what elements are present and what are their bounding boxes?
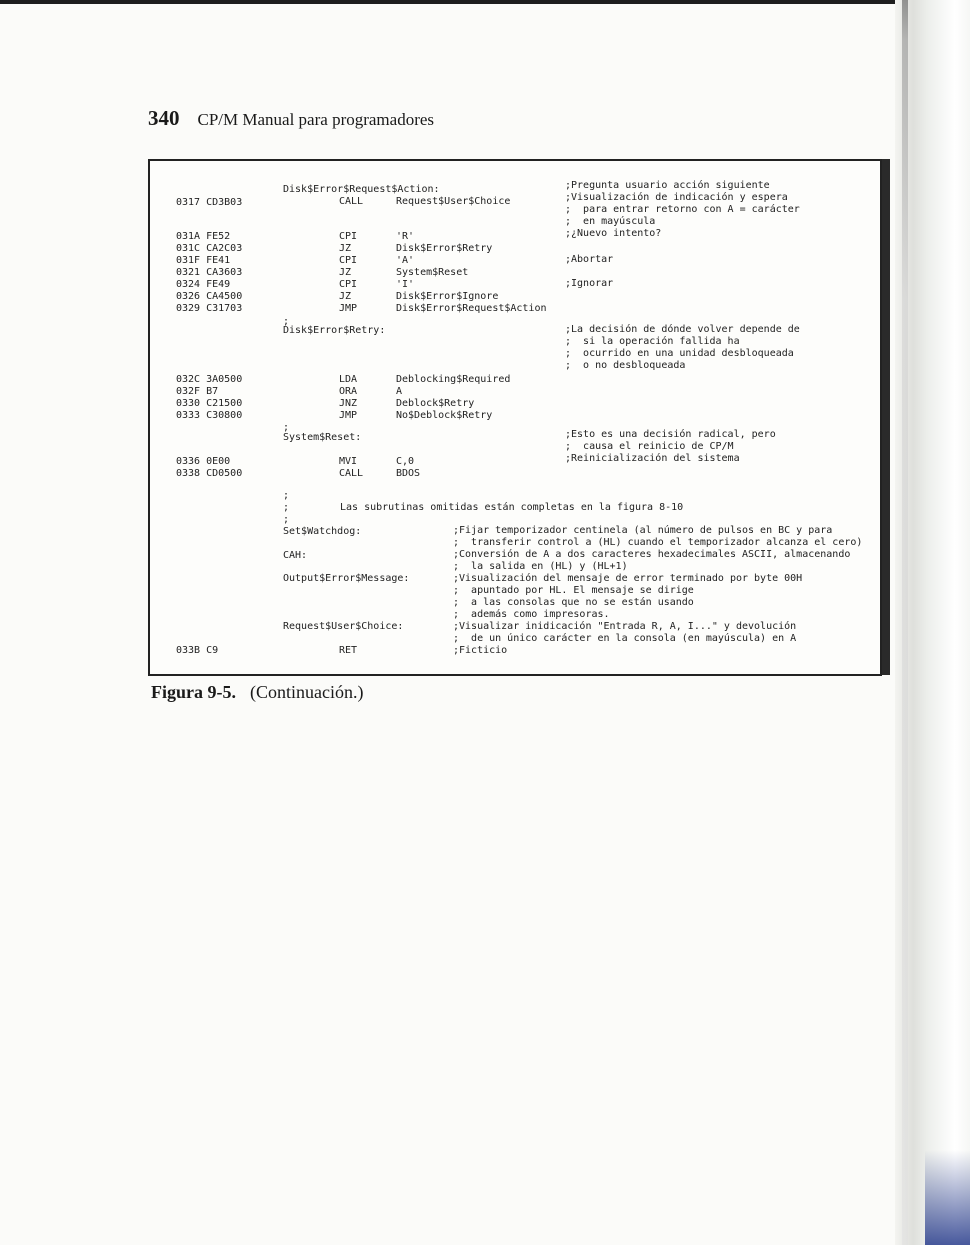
assembly-listing — [150, 161, 880, 674]
listing-label: ; — [283, 514, 290, 525]
listing-operand: Disk$Error$Retry — [396, 243, 493, 254]
listing-address: 031C CA2C03 — [176, 243, 243, 254]
listing-comment: ;Reinicialización del sistema — [565, 453, 740, 464]
listing-label: Output$Error$Message: — [283, 573, 410, 584]
listing-comment: ;Fijar temporizador centinela (al número de pulsos en BC y para — [453, 525, 833, 536]
listing-operand: BDOS — [396, 468, 421, 479]
figure-number: Figura 9-5. — [151, 682, 236, 702]
listing-comment: ; además como impresoras. — [453, 609, 610, 620]
listing-address: 031F FE41 — [176, 255, 231, 266]
listing-address: 0330 C21500 — [176, 398, 243, 409]
listing-address: 0336 0E00 — [176, 456, 231, 467]
listing-address: 0321 CA3603 — [176, 267, 243, 278]
listing-comment: ;La decisión de dónde volver depende de — [565, 324, 800, 335]
listing-comment: ; causa el reinicio de CP/M — [565, 441, 734, 452]
listing-opcode: CALL — [339, 468, 364, 479]
listing-opcode: CPI — [339, 255, 358, 266]
listing-operand: Deblocking$Required — [396, 374, 511, 385]
page-header — [148, 106, 434, 131]
listing-label: Request$User$Choice: — [283, 621, 404, 632]
listing-comment: ;¿Nuevo intento? — [565, 228, 662, 239]
listing-address: 0317 CD3B03 — [176, 197, 243, 208]
listing-comment: ; apuntado por HL. El mensaje se dirige — [453, 585, 694, 596]
listing-label: System$Reset: — [283, 432, 362, 443]
listing-comment: ; transferir control a (HL) cuando el temporizador alcanza el cero) — [453, 537, 863, 548]
listing-operand: Disk$Error$Ignore — [396, 291, 499, 302]
book-gutter-shadow — [902, 0, 908, 1245]
listing-address: 031A FE52 — [176, 231, 231, 242]
listing-opcode: JMP — [339, 410, 358, 421]
listing-comment: ;Abortar — [565, 254, 614, 265]
listing-operand: Deblock$Retry — [396, 398, 475, 409]
listing-operand: System$Reset — [396, 267, 469, 278]
listing-comment: ; o no desbloqueada — [565, 360, 686, 371]
listing-operand: 'A' — [396, 255, 415, 266]
listing-address: 0326 CA4500 — [176, 291, 243, 302]
listing-label: ; — [283, 502, 290, 513]
listing-opcode: JMP — [339, 303, 358, 314]
scan-edge-tint — [925, 1150, 970, 1245]
listing-opcode: CPI — [339, 231, 358, 242]
listing-operand: Disk$Error$Request$Action — [396, 303, 547, 314]
listing-address: 0333 C30800 — [176, 410, 243, 421]
listing-comment: ;Ignorar — [565, 278, 614, 289]
listing-comment: ; la salida en (HL) y (HL+1) — [453, 561, 628, 572]
listing-label: Disk$Error$Request$Action: — [283, 184, 440, 195]
listing-comment: ;Esto es una decisión radical, pero — [565, 429, 776, 440]
page-number: 340 — [148, 106, 180, 130]
listing-operand: Request$User$Choice — [396, 196, 511, 207]
listing-opcode: CPI — [339, 279, 358, 290]
listing-comment: ; si la operación fallida ha — [565, 336, 740, 347]
listing-operand: 'I' — [396, 279, 415, 290]
listing-comment: ; ocurrido en una unidad desbloqueada — [565, 348, 794, 359]
listing-opcode: JNZ — [339, 398, 358, 409]
code-listing-box — [148, 159, 882, 676]
listing-address: 0324 FE49 — [176, 279, 231, 290]
listing-comment: ; de un único carácter en la consola (en mayúscula) en A — [453, 633, 797, 644]
listing-opcode: ORA — [339, 386, 358, 397]
listing-comment: ;Pregunta usuario acción siguiente — [565, 180, 770, 191]
scan-top-edge — [0, 0, 970, 4]
figure-caption — [151, 682, 363, 703]
listing-label: ; — [283, 490, 290, 501]
listing-opcode: JZ — [339, 243, 352, 254]
listing-opcode: LDA — [339, 374, 358, 385]
listing-address: 033B C9 — [176, 645, 219, 656]
listing-opcode: JZ — [339, 267, 352, 278]
listing-address: 0329 C31703 — [176, 303, 243, 314]
listing-comment: ; a las consolas que no se están usando — [453, 597, 694, 608]
listing-opcode: JZ — [339, 291, 352, 302]
listing-operand: No$Deblock$Retry — [396, 410, 493, 421]
listing-label: ; — [283, 422, 290, 433]
listing-comment: ;Visualización de indicación y espera — [565, 192, 788, 203]
listing-comment: ; en mayúscula — [565, 216, 656, 227]
listing-label: Disk$Error$Retry: — [283, 325, 386, 336]
listing-operand: A — [396, 386, 403, 397]
listing-address: 032C 3A0500 — [176, 374, 243, 385]
listing-label: CAH: — [283, 550, 308, 561]
caption-text: (Continuación.) — [250, 682, 364, 702]
running-title: CP/M Manual para programadores — [197, 110, 435, 129]
listing-opcode: MVI — [339, 456, 358, 467]
listing-label: ; — [283, 316, 290, 327]
listing-opcode: CALL — [339, 196, 364, 207]
listing-opcode: RET — [339, 645, 358, 656]
listing-address: 032F B7 — [176, 386, 219, 397]
listing-comment: ;Conversión de A a dos caracteres hexadecimales ASCII, almacenando — [453, 549, 851, 560]
listing-comment: ;Ficticio — [453, 645, 508, 656]
listing-address: 0338 CD0500 — [176, 468, 243, 479]
listing-comment: ; para entrar retorno con A = carácter — [565, 204, 800, 215]
listing-label: Set$Watchdog: — [283, 526, 362, 537]
listing-operand: C,0 — [396, 456, 415, 467]
listing-remark: Las subrutinas omitidas están completas en la figura 8-10 — [340, 502, 684, 513]
listing-comment: ;Visualizar inidicación "Entrada R, A, I..." y devolución — [453, 621, 797, 632]
listing-operand: 'R' — [396, 231, 415, 242]
listing-comment: ;Visualización del mensaje de error terminado por byte 00H — [453, 573, 803, 584]
